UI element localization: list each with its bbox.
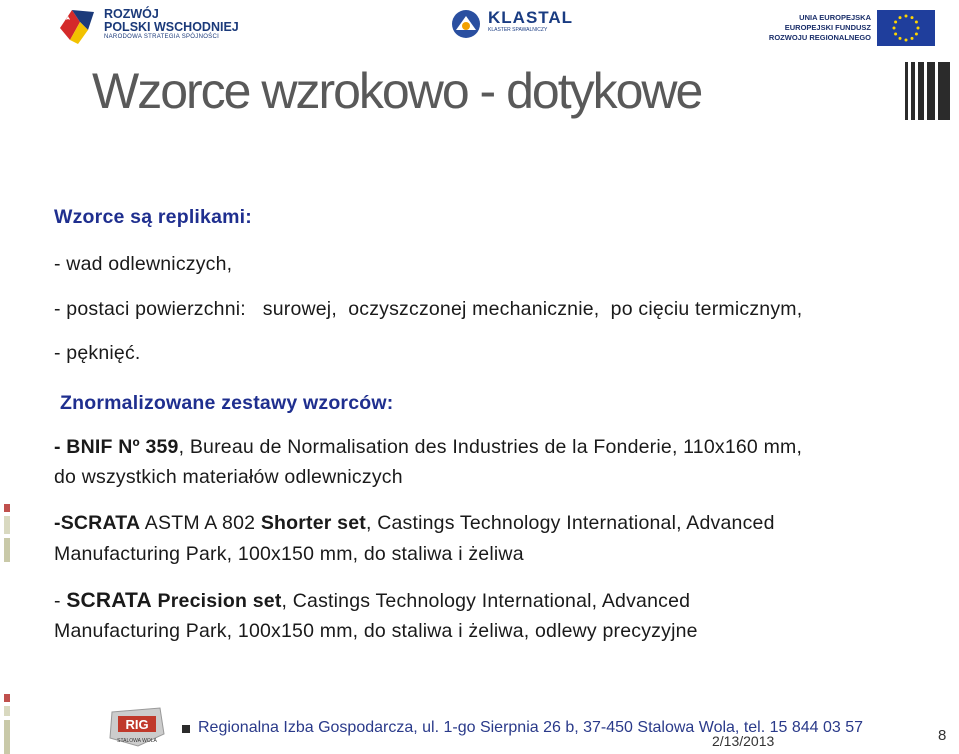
item-scrata-precision-line2: Manufacturing Park, 100x150 mm, do staliwa i żeliwa, odlewy precyzyjne <box>54 620 698 642</box>
eu-line2: EUROPEJSKI FUNDUSZ <box>784 23 871 32</box>
decorative-stripes <box>905 62 950 120</box>
footer-date: 2/13/2013 <box>712 733 775 749</box>
item-bnif-desc: , Bureau de Normalisation des Industries de la Fonderie, 110x160 mm, <box>178 436 803 458</box>
item-scrata-precision-line1: - SCRATA Precision set, Castings Technology International, Advanced <box>54 589 691 612</box>
klastal-logo <box>450 8 590 44</box>
eu-flag-icon <box>877 10 935 46</box>
slide-title: Wzorce wzrokowo - dotykowe <box>92 63 702 119</box>
footer-address: Regionalna Izba Gospodarcza, ul. 1-go Sierpnia 26 b, 37-450 Stalowa Wola, tel. 15 844 03 57 <box>198 719 864 736</box>
klastal-emblem-icon <box>450 8 484 42</box>
footer-bullet-icon <box>182 725 190 733</box>
page-number: 8 <box>938 727 947 744</box>
eu-line1: UNIA EUROPEJSKA <box>799 13 871 22</box>
item-bnif-line2: do wszystkich materiałów odlewniczych <box>54 466 403 488</box>
rig-logo-subtitle: STALOWA WOLA <box>117 738 157 744</box>
rig-logo <box>108 704 166 750</box>
item-scrata-astm: ASTM A 802 <box>140 512 261 534</box>
eu-logo-text <box>769 13 871 43</box>
klastal-logo-text: KLASTAL <box>488 8 574 27</box>
section-heading: Znormalizowane zestawy wzorców: <box>60 392 394 414</box>
bullet-defects: - wad odlewniczych, <box>54 253 233 275</box>
left-edge-marks <box>4 504 10 754</box>
item-bnif-name: - BNIF Nº 359 <box>54 436 179 458</box>
rpw-logo-line1: ROZWÓJ <box>104 7 159 21</box>
intro-heading: Wzorce są replikami: <box>54 206 252 228</box>
item-scrata-precision-desc: , Castings Technology International, Advanced <box>281 590 691 612</box>
rpw-logo-subtitle: NARODOWA STRATEGIA SPÓJNOŚCI <box>104 34 220 40</box>
item-scrata-precision-set: Precision set <box>151 590 282 612</box>
item-scrata-shorter-line2: Manufacturing Park, 100x150 mm, do staliwa i żeliwa <box>54 543 524 565</box>
klastal-logo-subtitle: KLASTER SPAWALNICZY <box>488 27 548 33</box>
bullet-cracks: - pęknięć. <box>54 342 141 364</box>
rozwoj-polski-wschodniej-logo <box>58 6 288 46</box>
item-scrata-precision-name: SCRATA <box>66 589 152 612</box>
rig-logo-text: RIG <box>125 717 149 732</box>
eu-line3: ROZWOJU REGIONALNEGO <box>768 33 871 42</box>
item-scrata-name: -SCRATA <box>54 512 141 534</box>
rpw-emblem-icon <box>58 6 98 46</box>
bullet-surfaces: - postaci powierzchni: surowej, oczyszczonej mechanicznie, po cięciu termicznym, <box>54 298 803 320</box>
item-scrata-shorter-desc: , Castings Technology International, Advanced <box>365 512 775 534</box>
rpw-logo-line2: POLSKI WSCHODNIEJ <box>104 20 239 34</box>
item-scrata-shorter-set: Shorter set <box>260 512 366 534</box>
item-scrata-shorter-line1 <box>54 512 775 535</box>
item-bnif-line1 <box>54 436 802 459</box>
